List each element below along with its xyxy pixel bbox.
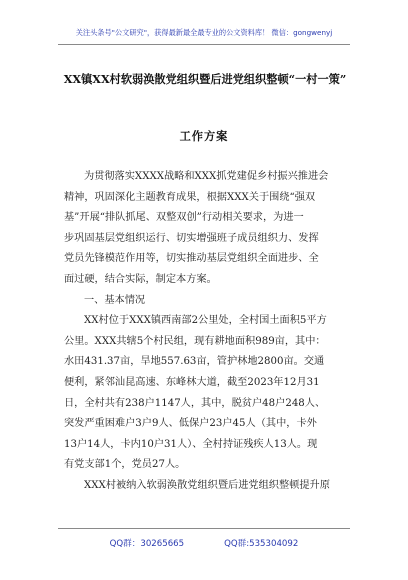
basic-info-line: 13户14人，卡内10户31人）、全村持证残疾人13人。现	[64, 438, 318, 450]
footer-qq-group-2: QQ群:535304092	[224, 539, 299, 549]
header-divider	[58, 44, 350, 45]
rectification-paragraph	[64, 476, 356, 497]
basic-info-line: 突发严重困难户3户9人、低保户23户45人（其中，卡外	[64, 418, 317, 430]
footer-divider	[58, 528, 350, 529]
header-notice: 关注头条号"公文研究"，获得最新最全最专业的公文资料库！ 微信：gongwenyj	[75, 28, 333, 37]
intro-paragraph	[64, 167, 356, 291]
document-subtitle: 工作方案	[179, 129, 229, 143]
basic-info-line: 有党支部1个，党员27人。	[64, 459, 186, 471]
basic-info-line: 日，全村共有238户1147人，其中，脱贫户48户248人、	[64, 397, 326, 409]
basic-info-line: 水田431.37亩，旱地557.63亩，管护林地2800亩。交通	[64, 356, 325, 368]
intro-line: 步巩固基层党组织运行、切实增强班子成员组织力、发挥	[64, 232, 319, 244]
basic-info-paragraph	[64, 311, 356, 476]
footer	[0, 537, 408, 549]
intro-line: 党员先锋模范作用等，切实推动基层党组织全面进步、全	[64, 253, 319, 265]
intro-line: 基”开展“排队抓尾、双整双创”行动相关要求，为进一	[64, 212, 304, 224]
rectification-line: XXX村被纳入软弱涣散党组织暨后进党组织整顿提升原	[84, 479, 330, 491]
basic-info-line: 公里。XXX共辖5个村民组，现有耕地面积989亩，其中：	[64, 335, 326, 347]
section-heading-basic-info: 一、基本情况	[84, 294, 146, 306]
intro-line: 为贯彻落实XXXX战略和XXX抓党建促乡村振兴推进会	[84, 171, 329, 182]
document-body	[64, 167, 356, 497]
intro-line: 面过硬，结合实际，制定本方案。	[64, 273, 217, 285]
footer-qq-group-1: QQ群：30265665	[109, 539, 185, 549]
basic-info-line: 便利，紧邻汕昆高速、东峰林大道，截至2023年12月31	[64, 376, 320, 388]
intro-line: 精神，巩固深化主题教育成果，根据XXX关于围绕“强双	[64, 191, 316, 203]
document-title: XX镇XX村软弱涣散党组织暨后进党组织整顿“一村一策”	[63, 72, 347, 86]
basic-info-line: XX村位于XXX镇西南部2公里处，全村国土面积5平方	[84, 315, 327, 327]
